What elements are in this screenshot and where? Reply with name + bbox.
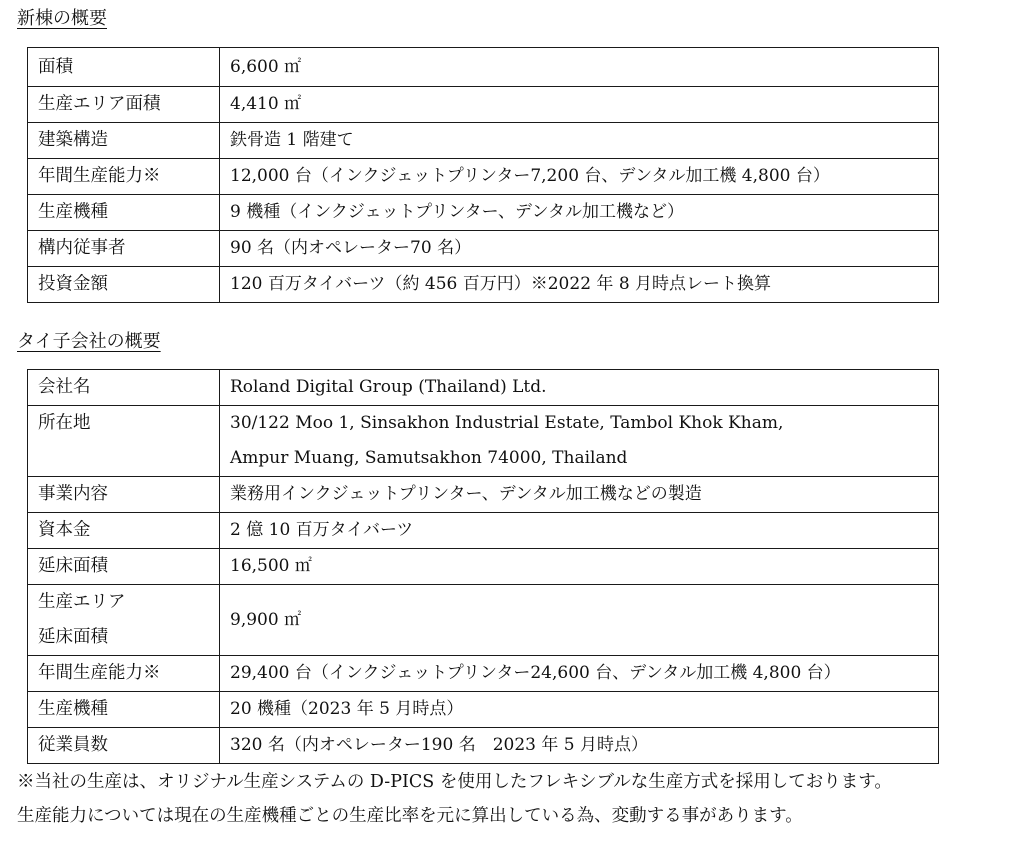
row-label-line-1: 生産エリア — [38, 592, 126, 612]
row-value: 業務用インクジェットプリンター、デンタル加工機などの製造 — [220, 477, 939, 513]
row-value: 4,410 ㎡ — [220, 87, 939, 123]
new-building-overview-title: 新棟の概要 — [17, 8, 107, 29]
thai-subsidiary-overview-title: タイ子会社の概要 — [17, 331, 161, 352]
row-value: Roland Digital Group (Thailand) Ltd. — [220, 370, 939, 406]
address-line-2: Ampur Muang, Samutsakhon 74000, Thailand — [230, 448, 628, 468]
footnote-line-1: ※当社の生産は、オリジナル生産システムの D-PICS を使用したフレキシブルな生産方式を採用しております。 — [17, 772, 892, 792]
row-label: 会社名 — [28, 370, 220, 406]
footnotes — [17, 765, 892, 833]
row-value: 鉄骨造 1 階建て — [220, 123, 939, 159]
row-value: 6,600 ㎡ — [220, 48, 939, 87]
row-label: 所在地 — [28, 406, 220, 477]
row-value: 320 名（内オペレーター190 名 2023 年 5 月時点） — [220, 728, 939, 764]
row-label: 資本金 — [28, 513, 220, 549]
table-row — [28, 513, 939, 549]
row-value: 20 機種（2023 年 5 月時点） — [220, 692, 939, 728]
table-row — [28, 692, 939, 728]
row-label: 建築構造 — [28, 123, 220, 159]
table-row — [28, 267, 939, 303]
table-row — [28, 585, 939, 656]
table-row — [28, 549, 939, 585]
row-value: 2 億 10 百万タイバーツ — [220, 513, 939, 549]
table-row — [28, 231, 939, 267]
row-label — [28, 585, 220, 656]
footnote-line-2: 生産能力については現在の生産機種ごとの生産比率を元に算出している為、変動する事があります。 — [17, 806, 803, 826]
row-label: 構内従事者 — [28, 231, 220, 267]
row-value: 9,900 ㎡ — [220, 585, 939, 656]
row-label: 生産機種 — [28, 195, 220, 231]
table-row — [28, 48, 939, 87]
row-label-line-2: 延床面積 — [38, 627, 108, 647]
row-label: 事業内容 — [28, 477, 220, 513]
row-label: 従業員数 — [28, 728, 220, 764]
row-value: 90 名（内オペレーター70 名） — [220, 231, 939, 267]
table-row — [28, 728, 939, 764]
table-row — [28, 406, 939, 477]
row-label: 投資金額 — [28, 267, 220, 303]
row-label: 延床面積 — [28, 549, 220, 585]
address-line-1: 30/122 Moo 1, Sinsakhon Industrial Estate, Tambol Khok Kham, — [230, 413, 784, 433]
row-label: 生産機種 — [28, 692, 220, 728]
row-label: 年間生産能力※ — [28, 656, 220, 692]
table-row — [28, 477, 939, 513]
row-value: 29,400 台（インクジェットプリンター24,600 台、デンタル加工機 4,800 台） — [220, 656, 939, 692]
table-row — [28, 370, 939, 406]
row-label: 年間生産能力※ — [28, 159, 220, 195]
table-row — [28, 195, 939, 231]
thai-subsidiary-overview-table — [27, 369, 939, 764]
row-label: 生産エリア面積 — [28, 87, 220, 123]
row-value: 9 機種（インクジェットプリンター、デンタル加工機など） — [220, 195, 939, 231]
table-row — [28, 159, 939, 195]
table-row — [28, 656, 939, 692]
row-value: 16,500 ㎡ — [220, 549, 939, 585]
row-value: 120 百万タイバーツ（約 456 百万円）※2022 年 8 月時点レート換算 — [220, 267, 939, 303]
table-row — [28, 123, 939, 159]
row-value — [220, 406, 939, 477]
row-label: 面積 — [28, 48, 220, 87]
table-row — [28, 87, 939, 123]
new-building-overview-table — [27, 47, 939, 303]
row-value: 12,000 台（インクジェットプリンター7,200 台、デンタル加工機 4,800 台） — [220, 159, 939, 195]
